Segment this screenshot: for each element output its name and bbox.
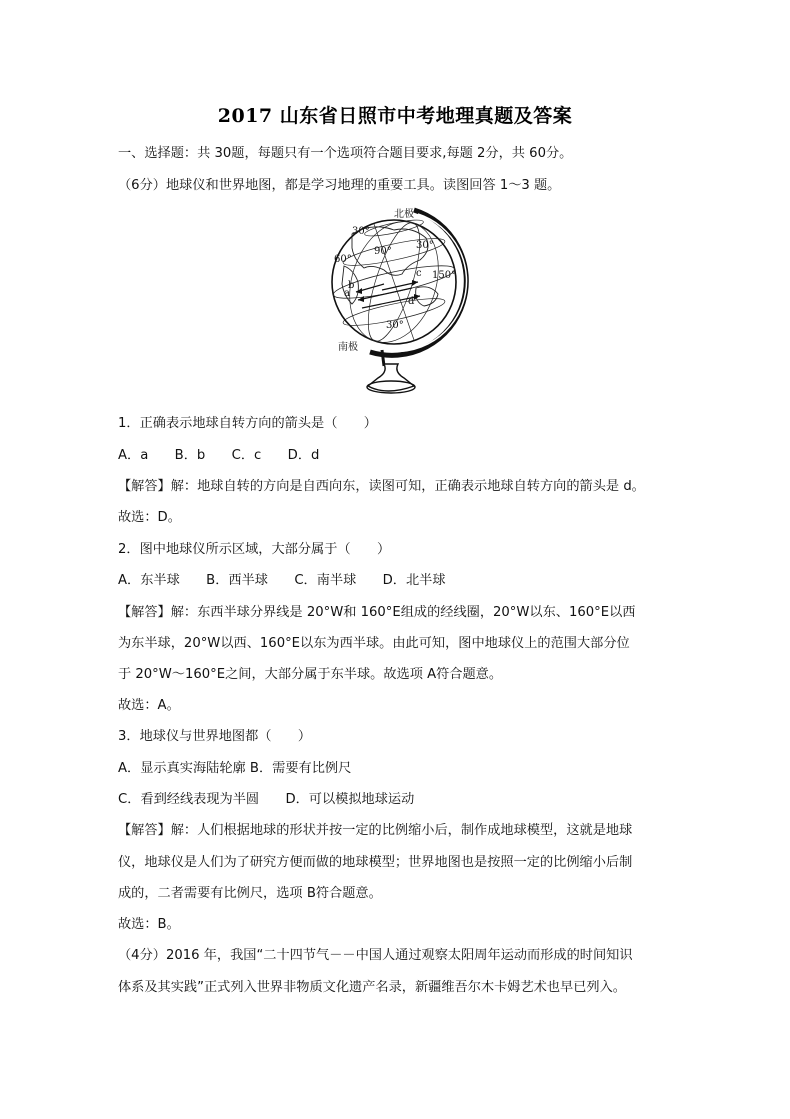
q1-stem: 1．正确表示地球自转方向的箭头是（ ） [118,416,377,431]
q2-choice: 故选：A。 [118,698,180,713]
q2-answer-line3: 于 20°W～160°E之间，大部分属于东半球。故选项 A符合题意。 [118,667,503,682]
q3-answer-line3: 成的，二者需要有比例尺，选项 B符合题意。 [118,886,382,901]
q3-choice: 故选：B。 [118,917,180,932]
q3-answer-line2: 仪，地球仪是人们为了研究方便而做的地球模型；世界地图也是按照一定的比例缩小后制 [118,855,633,870]
q1-choice: 故选：D。 [118,510,181,525]
south-pole-label: 南极 [338,342,358,353]
arrow-label-b: b [348,280,355,291]
q2-stem: 2．图中地球仪所示区域，大部分属于（ ） [118,542,391,557]
globe-figure [322,204,472,400]
q3-options-2: C．看到经线表现为半圆 D．可以模拟地球运动 [118,792,415,807]
group2-line2: 体系及其实践”正式列入世界非物质文化遗产名录，新疆维吾尔木卡姆艺术也早已列入。 [118,980,626,995]
page-title: 2017 山东省日照市中考地理真题及答案 [217,105,573,127]
degree-label-3: 90° [374,246,392,257]
group2-line1: （4分）2016 年，我国“二十四节气－－中国人通过观察太阳周年运动而形成的时间知识 [118,948,633,963]
globe-illustration [322,204,472,400]
arrow-label-d: d [408,296,415,307]
degree-label-6: 30° [386,320,404,331]
section-intro: 一、选择题：共 30题，每题只有一个选项符合题目要求,每题 2分，共 60分。 [118,146,573,161]
degree-label-5: 150° [432,270,457,281]
q1-answer: 【解答】解：地球自转的方向是自西向东，读图可知，正确表示地球自转方向的箭头是 d。 [118,479,645,494]
q2-answer-line1: 【解答】解：东西半球分界线是 20°W和 160°E组成的经线圈，20°W以东、160°E以西 [118,605,636,620]
arrow-label-c: c [416,268,422,279]
q2-answer-line2: 为东半球，20°W以西、160°E以东为西半球。由此可知，图中地球仪上的范围大部分位 [118,636,630,651]
degree-label-2: 60° [334,254,352,265]
q3-answer-line1: 【解答】解：人们根据地球的形状并按一定的比例缩小后，制作成地球模型，这就是地球 [118,823,633,838]
q2-options: A．东半球 B．西半球 C．南半球 D．北半球 [118,573,446,588]
q3-options-1: A．显示真实海陆轮廓 B．需要有比例尺 [118,761,352,776]
globe-base [368,364,414,391]
degree-label-4: 30° [416,240,434,251]
arrow-label-a: a [344,288,350,299]
q3-stem: 3．地球仪与世界地图都（ ） [118,729,312,744]
q1-options: A．a B．b C．c D．d [118,448,320,463]
group1-intro: （6分）地球仪和世界地图，都是学习地理的重要工具。读图回答 1～3 题。 [118,178,561,193]
north-pole-label: 北极 [394,209,414,220]
degree-label-1: 30° [352,226,370,237]
